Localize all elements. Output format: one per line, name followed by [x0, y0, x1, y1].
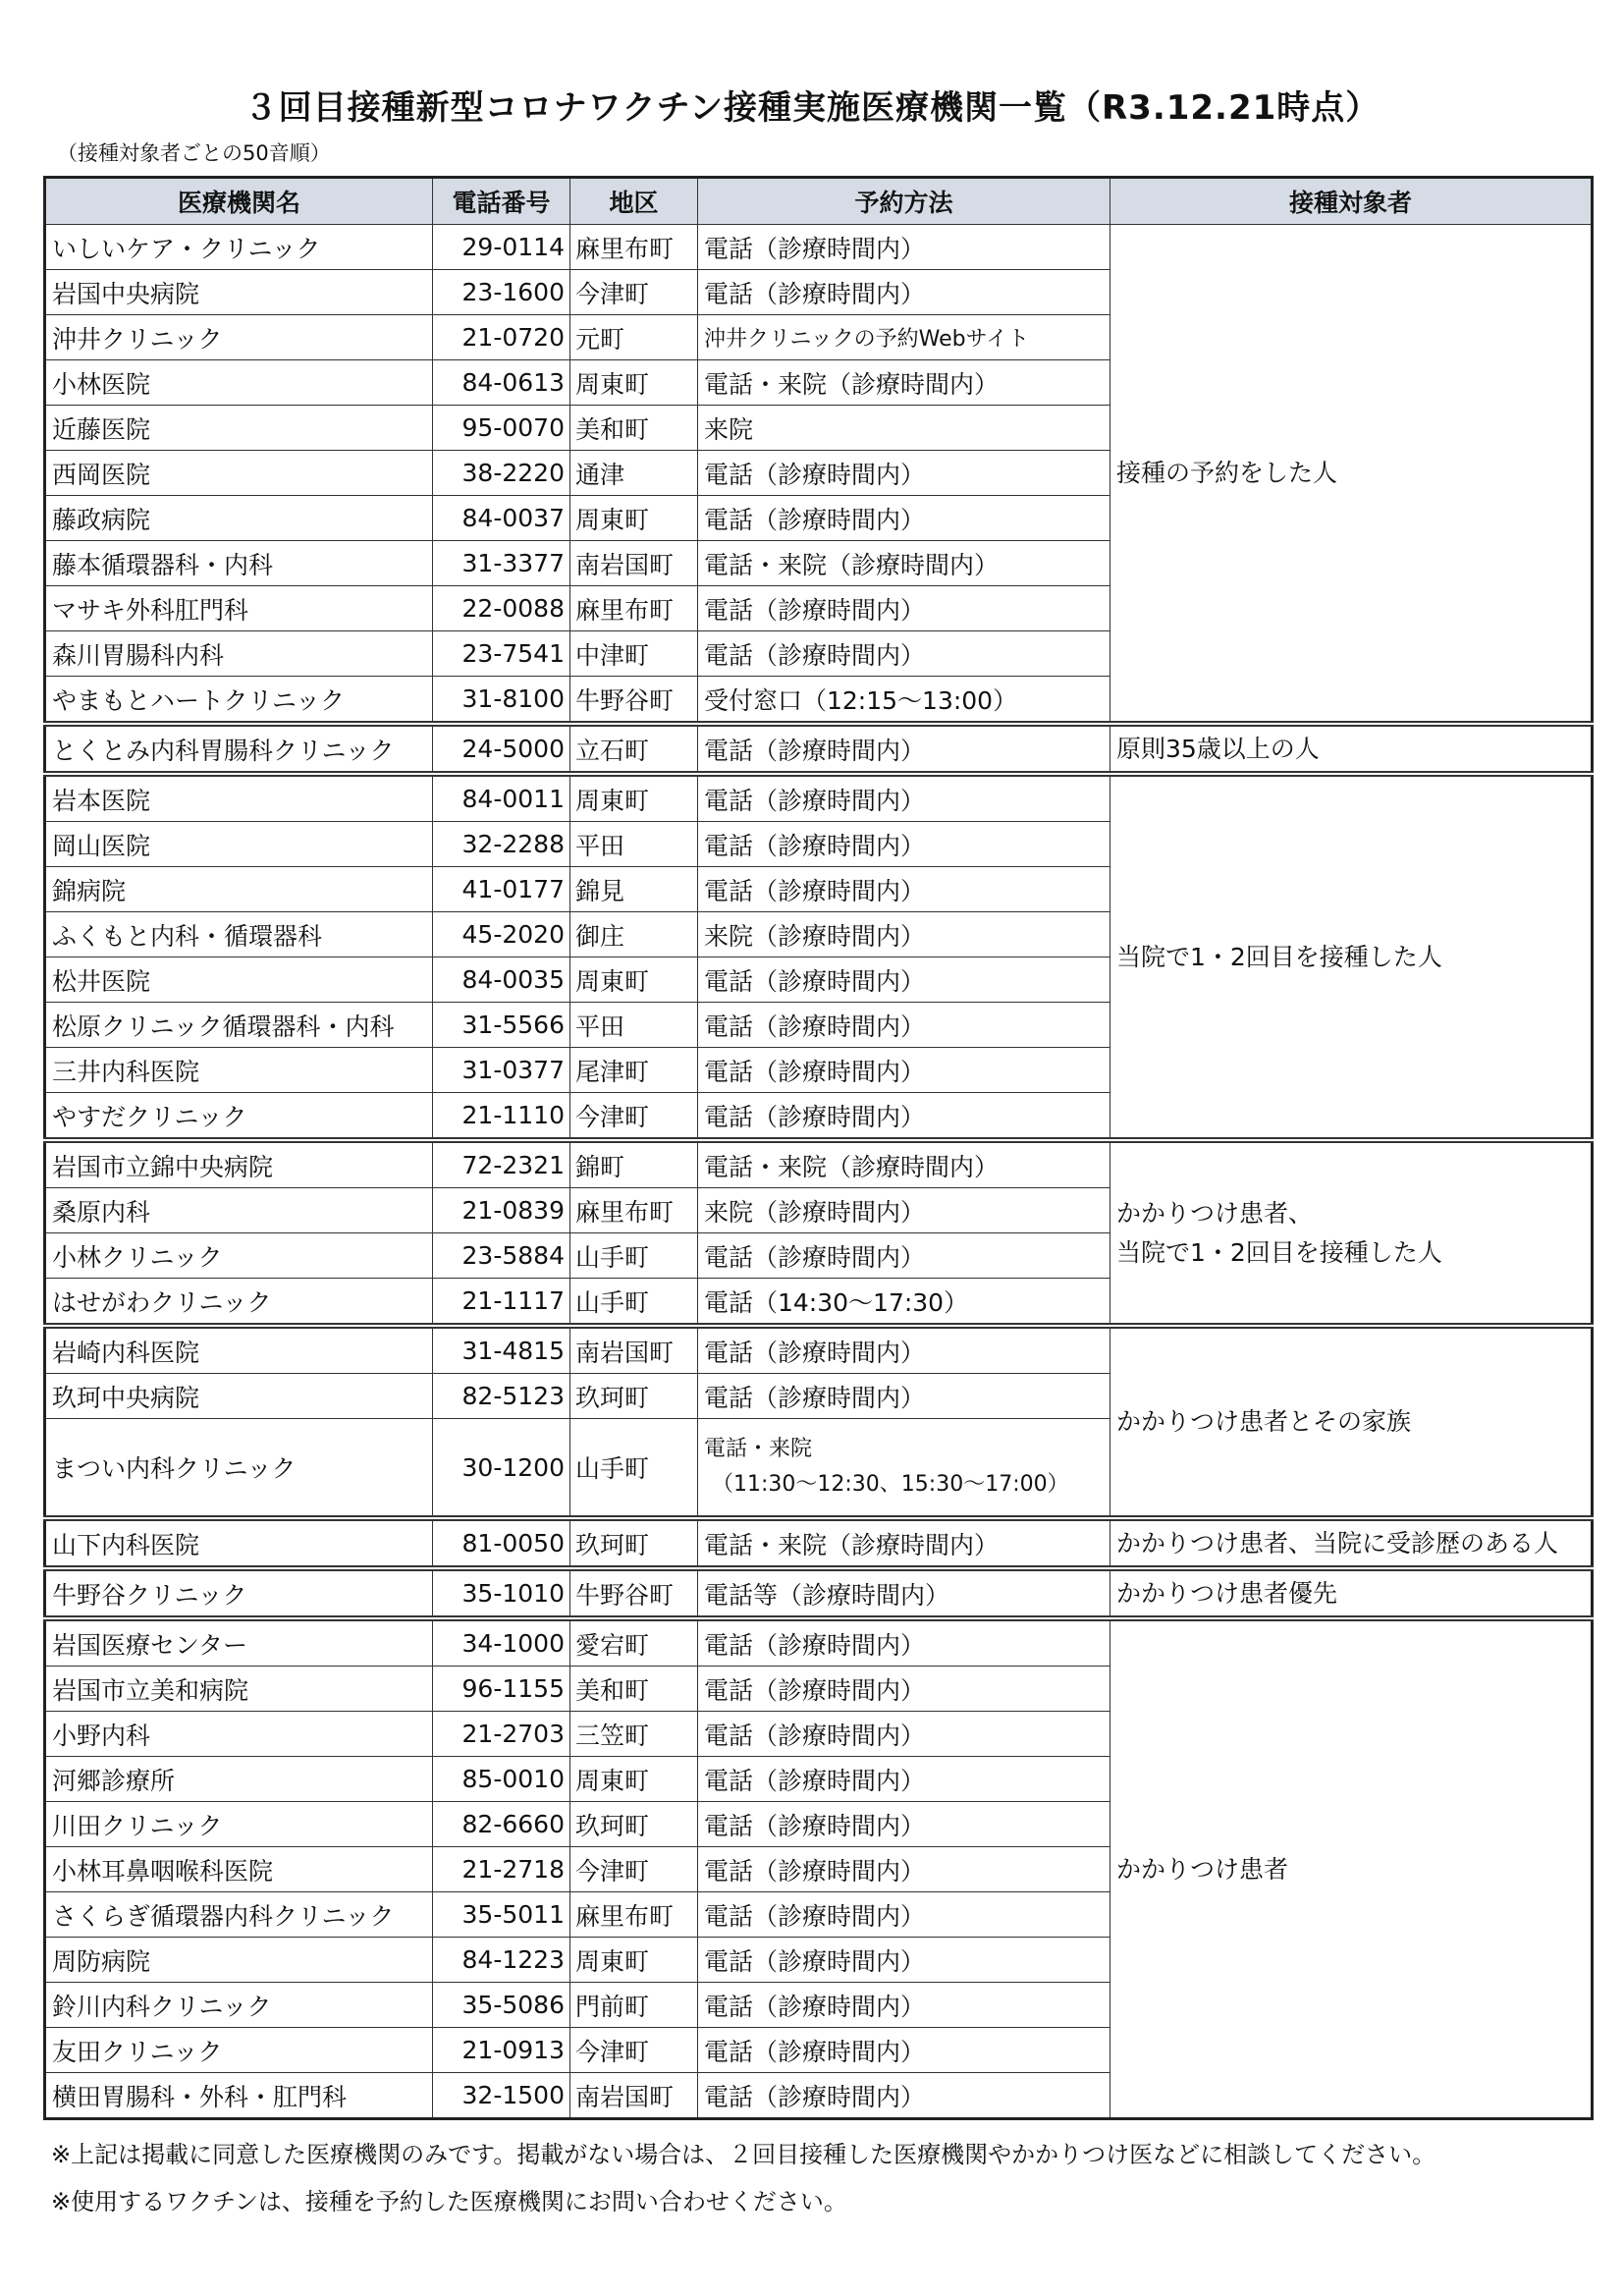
phone-cell: 84-0035	[433, 957, 570, 1003]
phone-cell: 30-1200	[433, 1419, 570, 1519]
clinic-name-cell: まつい内科クリニック	[45, 1419, 433, 1519]
phone-cell: 35-5011	[433, 1892, 570, 1938]
phone-cell: 31-5566	[433, 1003, 570, 1048]
target-line: 当院で1・2回目を接種した人	[1116, 1237, 1442, 1267]
clinic-name-cell: やすだクリニック	[45, 1093, 433, 1141]
area-cell: 周東町	[570, 1757, 698, 1802]
clinic-name-cell: マサキ外科肛門科	[45, 586, 433, 631]
clinic-name-cell: 小林耳鼻咽喉科医院	[45, 1847, 433, 1892]
area-cell: 錦見	[570, 867, 698, 912]
phone-cell: 21-1110	[433, 1093, 570, 1141]
reservation-method-cell: 電話（診療時間内）	[698, 1093, 1110, 1141]
clinic-name-cell: 牛野谷クリニック	[45, 1568, 433, 1618]
phone-cell: 31-4815	[433, 1326, 570, 1374]
target-cell	[1110, 774, 1593, 1140]
area-cell: 錦町	[570, 1140, 698, 1188]
area-cell: 美和町	[570, 406, 698, 451]
reservation-method-cell: 来院（診療時間内）	[698, 1188, 1110, 1233]
phone-cell: 84-1223	[433, 1938, 570, 1983]
reservation-method-cell: 電話（診療時間内）	[698, 496, 1110, 541]
target-line: 当院で1・2回目を接種した人	[1116, 942, 1442, 971]
area-cell: 今津町	[570, 1093, 698, 1141]
clinic-name-cell: やまもとハートクリニック	[45, 677, 433, 725]
clinic-name-cell: はせがわクリニック	[45, 1279, 433, 1327]
area-cell: 山手町	[570, 1233, 698, 1279]
reservation-method-cell: 電話（診療時間内）	[698, 631, 1110, 677]
reservation-method-cell: 電話（診療時間内）	[698, 1802, 1110, 1847]
reservation-method-line: 電話・来院	[704, 1437, 813, 1461]
table-row	[45, 225, 1593, 270]
clinic-name-cell: ふくもと内科・循環器科	[45, 912, 433, 957]
clinic-name-cell: 松原クリニック循環器科・内科	[45, 1003, 433, 1048]
reservation-method-cell: 電話（診療時間内）	[698, 225, 1110, 270]
clinic-name-cell: 岩国市立美和病院	[45, 1667, 433, 1712]
reservation-method-cell: 電話（診療時間内）	[698, 1374, 1110, 1419]
area-cell: 周東町	[570, 1938, 698, 1983]
area-cell: 玖珂町	[570, 1374, 698, 1419]
reservation-method-cell: 電話（診療時間内）	[698, 1048, 1110, 1093]
reservation-method-cell: 電話（診療時間内）	[698, 774, 1110, 822]
area-cell: 南岩国町	[570, 541, 698, 586]
area-cell: 元町	[570, 315, 698, 360]
clinic-name-cell: 桑原内科	[45, 1188, 433, 1233]
clinic-name-cell: 三井内科医院	[45, 1048, 433, 1093]
phone-cell: 31-8100	[433, 677, 570, 725]
table-row	[45, 1326, 1593, 1374]
phone-cell: 84-0037	[433, 496, 570, 541]
phone-cell: 21-2718	[433, 1847, 570, 1892]
area-cell: 南岩国町	[570, 1326, 698, 1374]
phone-cell: 21-0839	[433, 1188, 570, 1233]
clinic-name-cell: 岩崎内科医院	[45, 1326, 433, 1374]
target-line: かかりつけ患者	[1116, 1854, 1289, 1884]
header-name: 医療機関名	[45, 178, 433, 225]
table-row	[45, 1140, 1593, 1188]
clinic-name-cell: とくとみ内科胃腸科クリニック	[45, 724, 433, 774]
header-target: 接種対象者	[1110, 178, 1593, 225]
area-cell: 御庄	[570, 912, 698, 957]
target-line: かかりつけ患者優先	[1116, 1578, 1338, 1608]
area-cell: 愛宕町	[570, 1618, 698, 1667]
reservation-method-cell: 電話・来院（診療時間内）	[698, 1140, 1110, 1188]
header-area: 地区	[570, 178, 698, 225]
area-cell: 山手町	[570, 1419, 698, 1519]
clinic-name-cell: 錦病院	[45, 867, 433, 912]
area-cell: 門前町	[570, 1983, 698, 2028]
clinic-name-cell: 森川胃腸科内科	[45, 631, 433, 677]
target-cell	[1110, 1568, 1593, 1618]
clinic-name-cell: 岡山医院	[45, 822, 433, 867]
target-cell	[1110, 1140, 1593, 1326]
reservation-method-cell: 来院（診療時間内）	[698, 912, 1110, 957]
area-cell: 周東町	[570, 360, 698, 406]
clinic-name-cell: 小林クリニック	[45, 1233, 433, 1279]
phone-cell: 23-7541	[433, 631, 570, 677]
area-cell: 玖珂町	[570, 1802, 698, 1847]
target-line: 接種の予約をした人	[1116, 458, 1338, 487]
phone-cell: 82-6660	[433, 1802, 570, 1847]
phone-cell: 45-2020	[433, 912, 570, 957]
table-row	[45, 724, 1593, 774]
clinic-name-cell: 周防病院	[45, 1938, 433, 1983]
area-cell: 南岩国町	[570, 2073, 698, 2119]
header-phone: 電話番号	[433, 178, 570, 225]
phone-cell: 38-2220	[433, 451, 570, 496]
reservation-method-cell	[698, 1419, 1110, 1519]
area-cell: 周東町	[570, 496, 698, 541]
reservation-method-cell: 沖井クリニックの予約Webサイト	[698, 315, 1110, 360]
phone-cell: 32-1500	[433, 2073, 570, 2119]
phone-cell: 29-0114	[433, 225, 570, 270]
phone-cell: 21-1117	[433, 1279, 570, 1327]
reservation-method-cell: 受付窓口（12:15～13:00）	[698, 677, 1110, 725]
clinic-name-cell: 山下内科医院	[45, 1518, 433, 1568]
clinic-name-cell: 西岡医院	[45, 451, 433, 496]
clinic-name-cell: 藤政病院	[45, 496, 433, 541]
phone-cell: 34-1000	[433, 1618, 570, 1667]
reservation-method-cell: 電話（診療時間内）	[698, 957, 1110, 1003]
area-cell: 尾津町	[570, 1048, 698, 1093]
reservation-method-cell: 電話（診療時間内）	[698, 1938, 1110, 1983]
reservation-method-cell: 電話（診療時間内）	[698, 2073, 1110, 2119]
clinic-name-cell: 岩国中央病院	[45, 270, 433, 315]
target-cell	[1110, 1518, 1593, 1568]
reservation-method-cell: 電話（診療時間内）	[698, 270, 1110, 315]
reservation-method-cell: 電話（診療時間内）	[698, 1847, 1110, 1892]
phone-cell: 35-1010	[433, 1568, 570, 1618]
clinic-name-cell: 小林医院	[45, 360, 433, 406]
table-header-row	[45, 178, 1593, 225]
phone-cell: 84-0613	[433, 360, 570, 406]
table-row	[45, 1618, 1593, 1667]
phone-cell: 85-0010	[433, 1757, 570, 1802]
footnote-consent: ※上記は掲載に同意した医療機関のみです。掲載がない場合は、２回目接種した医療機関やかかりつけ医などに相談してください。	[51, 2141, 1436, 2168]
phone-cell: 23-1600	[433, 270, 570, 315]
clinic-name-cell: 岩本医院	[45, 774, 433, 822]
clinic-name-cell: いしいケア・クリニック	[45, 225, 433, 270]
reservation-method-cell: 電話（診療時間内）	[698, 451, 1110, 496]
reservation-method-cell: 電話・来院（診療時間内）	[698, 360, 1110, 406]
table-row	[45, 774, 1593, 822]
phone-cell: 96-1155	[433, 1667, 570, 1712]
clinic-name-cell: 鈴川内科クリニック	[45, 1983, 433, 2028]
target-cell	[1110, 225, 1593, 725]
area-cell: 今津町	[570, 2028, 698, 2073]
phone-cell: 22-0088	[433, 586, 570, 631]
reservation-method-cell: 電話（診療時間内）	[698, 1892, 1110, 1938]
reservation-method-cell: 電話（診療時間内）	[698, 1667, 1110, 1712]
clinic-name-cell: 友田クリニック	[45, 2028, 433, 2073]
phone-cell: 21-0913	[433, 2028, 570, 2073]
header-method: 予約方法	[698, 178, 1110, 225]
reservation-method-cell: 電話（診療時間内）	[698, 1003, 1110, 1048]
area-cell: 今津町	[570, 270, 698, 315]
phone-cell: 82-5123	[433, 1374, 570, 1419]
phone-cell: 72-2321	[433, 1140, 570, 1188]
phone-cell: 32-2288	[433, 822, 570, 867]
phone-cell: 23-5884	[433, 1233, 570, 1279]
clinic-name-cell: 岩国医療センター	[45, 1618, 433, 1667]
area-cell: 美和町	[570, 1667, 698, 1712]
phone-cell: 41-0177	[433, 867, 570, 912]
clinic-name-cell: 岩国市立錦中央病院	[45, 1140, 433, 1188]
reservation-method-cell: 電話（診療時間内）	[698, 586, 1110, 631]
clinic-name-cell: 玖珂中央病院	[45, 1374, 433, 1419]
clinic-table	[43, 176, 1594, 2120]
reservation-method-cell: 電話等（診療時間内）	[698, 1568, 1110, 1618]
reservation-method-cell: 電話・来院（診療時間内）	[698, 1518, 1110, 1568]
footnote-vaccine: ※使用するワクチンは、接種を予約した医療機関にお問い合わせください。	[51, 2188, 847, 2215]
table-row	[45, 1518, 1593, 1568]
table-body	[45, 225, 1593, 2119]
target-cell	[1110, 1618, 1593, 2119]
area-cell: 中津町	[570, 631, 698, 677]
target-line: 原則35歳以上の人	[1116, 734, 1320, 763]
reservation-method-cell: 来院	[698, 406, 1110, 451]
area-cell: 通津	[570, 451, 698, 496]
clinic-name-cell: 小野内科	[45, 1712, 433, 1757]
clinic-name-cell: さくらぎ循環器内科クリニック	[45, 1892, 433, 1938]
reservation-method-cell: 電話（診療時間内）	[698, 1712, 1110, 1757]
clinic-name-cell: 川田クリニック	[45, 1802, 433, 1847]
page-subtitle: （接種対象者ごとの50音順）	[57, 141, 331, 165]
phone-cell: 31-0377	[433, 1048, 570, 1093]
area-cell: 周東町	[570, 774, 698, 822]
phone-cell: 21-2703	[433, 1712, 570, 1757]
area-cell: 平田	[570, 1003, 698, 1048]
area-cell: 今津町	[570, 1847, 698, 1892]
area-cell: 牛野谷町	[570, 1568, 698, 1618]
phone-cell: 84-0011	[433, 774, 570, 822]
target-line: かかりつけ患者とその家族	[1116, 1407, 1412, 1436]
reservation-method-cell: 電話（診療時間内）	[698, 724, 1110, 774]
target-cell	[1110, 724, 1593, 774]
reservation-method-cell: 電話（診療時間内）	[698, 822, 1110, 867]
reservation-method-cell: 電話（診療時間内）	[698, 2028, 1110, 2073]
reservation-method-cell: 電話（診療時間内）	[698, 1983, 1110, 2028]
phone-cell: 95-0070	[433, 406, 570, 451]
table-row	[45, 1568, 1593, 1618]
reservation-method-cell: 電話・来院（診療時間内）	[698, 541, 1110, 586]
reservation-method-cell: 電話（診療時間内）	[698, 1618, 1110, 1667]
reservation-method-cell: 電話（診療時間内）	[698, 1233, 1110, 1279]
phone-cell: 81-0050	[433, 1518, 570, 1568]
area-cell: 三笠町	[570, 1712, 698, 1757]
page-title: ３回目接種新型コロナワクチン接種実施医療機関一覧（R3.12.21時点）	[244, 88, 1380, 128]
phone-cell: 31-3377	[433, 541, 570, 586]
target-cell	[1110, 1326, 1593, 1518]
reservation-method-cell: 電話（14:30～17:30）	[698, 1279, 1110, 1327]
area-cell: 牛野谷町	[570, 677, 698, 725]
clinic-name-cell: 松井医院	[45, 957, 433, 1003]
clinic-name-cell: 河郷診療所	[45, 1757, 433, 1802]
area-cell: 山手町	[570, 1279, 698, 1327]
clinic-name-cell: 沖井クリニック	[45, 315, 433, 360]
phone-cell: 21-0720	[433, 315, 570, 360]
area-cell: 玖珂町	[570, 1518, 698, 1568]
area-cell: 麻里布町	[570, 1892, 698, 1938]
reservation-method-cell: 電話（診療時間内）	[698, 1326, 1110, 1374]
reservation-hours-line: （11:30～12:30、15:30～17:00）	[712, 1472, 1069, 1497]
area-cell: 周東町	[570, 957, 698, 1003]
clinic-name-cell: 藤本循環器科・内科	[45, 541, 433, 586]
reservation-method-cell: 電話（診療時間内）	[698, 867, 1110, 912]
phone-cell: 35-5086	[433, 1983, 570, 2028]
reservation-method-cell: 電話（診療時間内）	[698, 1757, 1110, 1802]
target-line: かかりつけ患者、当院に受診歴のある人	[1116, 1528, 1559, 1558]
phone-cell: 24-5000	[433, 724, 570, 774]
area-cell: 麻里布町	[570, 1188, 698, 1233]
target-line: かかりつけ患者、	[1116, 1198, 1314, 1228]
clinic-name-cell: 横田胃腸科・外科・肛門科	[45, 2073, 433, 2119]
area-cell: 平田	[570, 822, 698, 867]
area-cell: 立石町	[570, 724, 698, 774]
clinic-name-cell: 近藤医院	[45, 406, 433, 451]
area-cell: 麻里布町	[570, 586, 698, 631]
area-cell: 麻里布町	[570, 225, 698, 270]
